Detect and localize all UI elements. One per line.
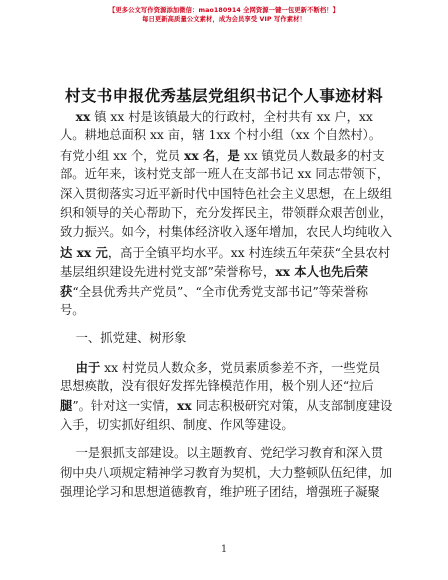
text-line [60, 126, 392, 145]
text-line [60, 464, 392, 483]
text: “全县优秀共产党员”、“全市优秀党支部书记”等荣誉称 [72, 284, 368, 299]
text: 彻中央八项规定精神学习教育为契机，大力整顿队伍纪律，加 [60, 465, 393, 480]
text-line [60, 146, 392, 165]
text-line [60, 223, 392, 242]
text-line [60, 301, 392, 320]
text [60, 361, 76, 375]
bold-text: 获 [60, 283, 73, 299]
text-line [60, 262, 392, 281]
text-line [60, 358, 392, 377]
text: ， [215, 148, 228, 163]
text: 思想痪散，没有很好发挥先锋模范作用，极个别人还“拉后 [60, 379, 374, 394]
page-number: 1 [220, 544, 228, 555]
text-line [60, 396, 392, 415]
text: 织和领导的关心帮助下，充分发挥民主，带领群众艰苦创业， [60, 205, 393, 220]
text: 一、抓党建、树形象 [60, 331, 187, 346]
text-line [60, 243, 392, 262]
text: 基层组织建设先进村党支部”荣誉称号， [60, 265, 276, 280]
text-line [60, 377, 392, 396]
text-line [60, 282, 392, 301]
text: ，高于全镇平均水平。xx 村连续五年荣获“全县农村 [107, 245, 391, 260]
text [60, 110, 76, 124]
text-line [60, 185, 392, 204]
text-line [60, 329, 392, 348]
paragraph [60, 329, 392, 348]
document-body [60, 107, 392, 502]
banner-line-1: 【更多公文写作资源添加微信：mao180914 全网资源一键一包更新不断档！】 [108, 7, 340, 14]
bold-text: xx 名 [183, 147, 216, 163]
text: 致力振兴。如今，村集体经济收入逐年增加，农民人均纯收入 [60, 225, 393, 240]
bold-text: 是 [227, 147, 240, 163]
bold-text: xx 本人也先后荣 [275, 264, 369, 280]
text: xx 村党员人数众多，党员素质参差不齐，一些党员 [100, 360, 381, 375]
text-line [60, 416, 392, 435]
text-line [60, 165, 392, 184]
text: 人。耕地总面积 xx 亩，辖 1xx 个村小组（xx 个自然村）。 [60, 128, 382, 143]
banner-line-2: 每日更新高质量公文素材，成为会员享受 VIP 写作素材！ [142, 16, 306, 23]
text: xx 镇党员人数最多的村支 [239, 148, 385, 163]
text: 部。近年来，该村党支部一班人在支部书记 xx 同志带领下， [60, 167, 390, 182]
text: 入手，切实抓好组织、制度、作风等建设。 [60, 417, 294, 432]
text: 强理论学习和思想道德教育，维护班子团结，增强班子凝聚 [60, 485, 380, 500]
paragraph [60, 444, 392, 502]
text-line [60, 483, 392, 502]
text: 号。 [60, 302, 85, 317]
bold-text: xx [176, 398, 192, 414]
document-title: 村支书申报优秀基层党组织书记个人事迹材料 [64, 87, 383, 105]
text-line [60, 107, 392, 126]
text: 一是狠抓支部建设。以主题教育、党纪学习教育和深入贯 [60, 446, 384, 461]
text-line [60, 204, 392, 223]
text: 有党小组 xx 个，党员 [60, 148, 184, 163]
paragraph [60, 358, 392, 436]
bold-text: 腿 [60, 398, 73, 414]
text: 镇 xx 村是该镇最大的行政村，全村共有 xx 户，xx [90, 110, 373, 124]
text: ”。针对这一实情， [72, 399, 177, 414]
header-banner [0, 6, 448, 24]
bold-text: 达 xx 元 [60, 244, 108, 260]
text: 同志积极研究对策，从支部制度建设 [191, 399, 393, 414]
text-line [60, 444, 392, 463]
bold-text: xx [75, 109, 91, 124]
text: 深入贯彻落实习近平新时代中国特色社会主义思想，在上级组 [60, 186, 393, 201]
paragraph [60, 107, 392, 320]
bold-text: 由于 [75, 359, 101, 375]
